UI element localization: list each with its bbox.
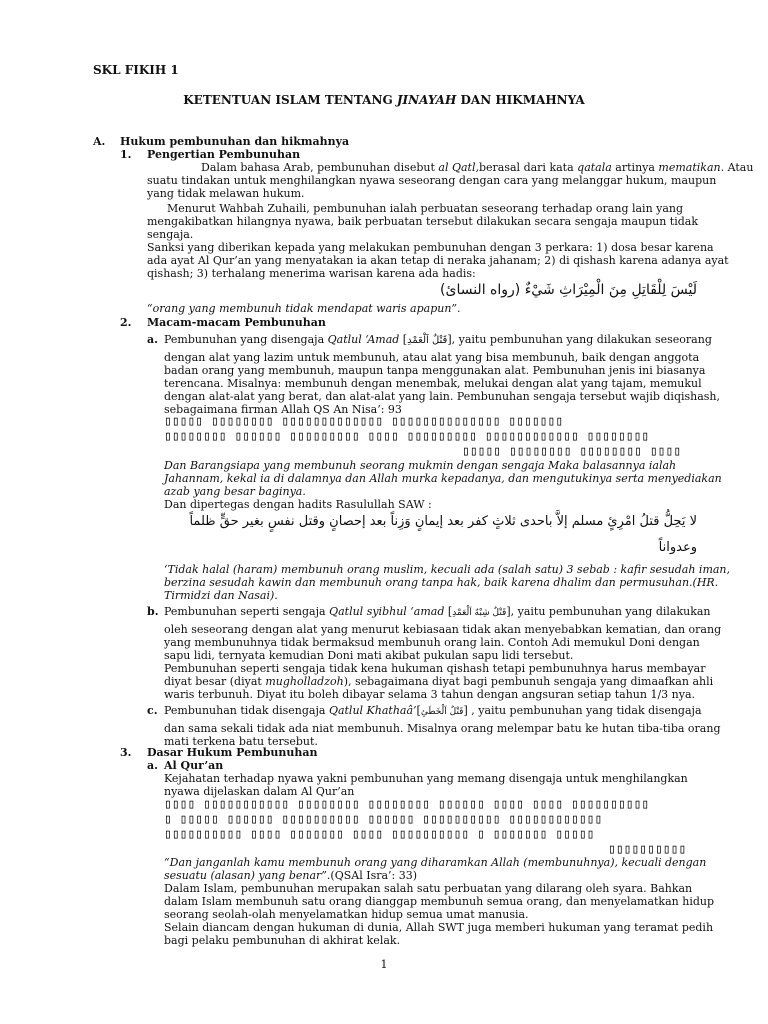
item-2c-bracket-open: [ (416, 704, 421, 717)
item-2a-line5: dengan alat-alat yang berat, dan alat-alat yang lain. Pembunuhan sengaja tersebut wajib diqishash, (164, 390, 721, 403)
item-2b-line4: sapu lidi, ternyata kemudian Doni mati akibat pukulan sapu lidi tersebut. (164, 649, 574, 662)
item-2a-translation-3: azab yang besar baginya. (164, 485, 306, 498)
item-3a-line3: Dalam Islam, pembunuhan merupakan salah satu perbuatan yang dilarang oleh syara. Bahkan (164, 882, 693, 895)
item-2a-line1 (164, 333, 712, 347)
quran-verse-2-glyphs-3: ▯▯▯▯▯▯▯▯▯▯ ▯▯▯▯ ▯▯▯▯▯▯▯ ▯▯▯▯ ▯▯▯▯▯▯▯▯▯▯ ▯ ▯▯▯▯▯▯▯ ▯▯▯▯▯ (164, 827, 595, 842)
item-2b-arabic-term: قَتْلٌ شِبْهُ اَلْعَمْدِ (452, 608, 507, 618)
p1-text-f: mematikan (658, 161, 721, 174)
quran-verse-2-glyphs-4: ▯▯▯▯▯▯▯▯▯▯ (608, 842, 687, 857)
title-italic: JINAYAH (396, 93, 457, 107)
item-3a-citation: (QSAl Isra’: 33) (330, 869, 418, 882)
hadis-arabic-2-cont: وعدواناً (658, 540, 697, 555)
subsection-2-marker: 2. (120, 316, 132, 329)
item-3a-translation-1: “Dan janganlah kamu membunuh orang yang diharamkan Allah (membunuhnya), kecuali dengan (164, 856, 707, 869)
item-2a-line7: Dan dipertegas dengan hadits Rasulullah SAW : (164, 498, 432, 511)
item-2b-bracket-open: [ (444, 605, 453, 618)
item-3a-line5: seorang seolah-olah menyelamatkan hidup semua umat manusia. (164, 908, 529, 921)
hadis-translation-1: “orang yang membunuh tidak mendapat waris apapun”. (147, 302, 461, 315)
item-2a-line2: dengan alat yang lazim untuk membunuh, atau alat yang bisa membunuh, baik dengan anggota (164, 351, 700, 364)
item-2b-marker: b. (147, 605, 159, 618)
item-2a-marker: a. (147, 333, 158, 346)
item-3a-translation-2 (164, 869, 417, 882)
p3-line3: qishash; 3) terhalang menerima warisan karena ada hadis: (147, 267, 476, 280)
hadis-arabic-2: لا يَحِلُّ قتلُ امْرِئٍ مسلم إلاَّ باحدى ثلاثٍ كفر بعد إيمانٍ وَزِناً بعد إحصانٍ وقتل نفسٍ بغير حقٍّ ظلماً (189, 514, 697, 529)
p1-text-g: . Atau (720, 161, 754, 174)
section-a-heading: Hukum pembunuhan dan hikmahnya (120, 135, 350, 148)
item-3a-marker: a. (147, 759, 158, 772)
page-number: 1 (380, 958, 388, 971)
item-2c-line3: mati terkena batu tersebut. (164, 735, 318, 748)
item-3a-translation-2a: sesuatu (alasan) yang benar”. (164, 869, 331, 882)
p2-line2: mengakibatkan hilangnya nyawa, baik perbuatan tersebut dilakukan secara sengaja maupun tidak (147, 215, 698, 228)
item-2b-line2: oleh seseorang dengan alat yang menurut kebiasaan tidak akan menyebabkan kematian, dan orang (164, 623, 722, 636)
item-2c-marker: c. (147, 704, 158, 717)
item-2b-l6-term: mugholladzoh (265, 675, 344, 688)
hadis-translation-2-line1: ‘Tidak halal (haram) membunuh orang muslim, kecuali ada (salah satu) 3 sebab : kafir sesudah iman, (164, 563, 731, 576)
item-2a-text-a: Pembunuhan yang disengaja (164, 333, 328, 346)
item-3a-heading: Al Qur’an (164, 759, 224, 772)
item-2b-text-a: Pembunuhan seperti sengaja (164, 605, 330, 618)
title-post: DAN HIKMAHNYA (456, 93, 585, 107)
item-2a-bracket-open: [ (399, 333, 408, 346)
item-2b-line7: waris terbunuh. Diyat itu boleh dibayar selama 3 tahun dengan angsuran setiap tahun 1/3 nya. (164, 688, 695, 701)
p3-line1: Sanksi yang diberikan kepada yang melakukan pembunuhan dengan 3 perkara: 1) dosa besar karena (147, 241, 714, 254)
subsection-3-marker: 3. (120, 746, 132, 759)
item-2a-line6: sebagaimana firman Allah QS An Nisa’: 93 (164, 403, 402, 416)
p1-line1 (147, 161, 754, 174)
quran-verse-glyphs-1: ▯▯▯▯▯ ▯▯▯▯▯▯▯▯ ▯▯▯▯▯▯▯▯▯▯▯▯▯ ▯▯▯▯▯▯▯▯▯▯▯▯▯▯ ▯▯▯▯▯▯▯ (164, 414, 564, 429)
quran-verse-glyphs-3: ▯▯▯▯▯ ▯▯▯▯▯▯▯▯ ▯▯▯▯▯▯▯▯ ▯▯▯▯ (462, 444, 682, 459)
title-pre: KETENTUAN ISLAM TENTANG (183, 93, 397, 107)
item-2a-translation-2: Jahannam, kekal ia di dalamnya dan Allah murka kepadanya, dan mengutukinya serta menyediakan (164, 472, 722, 485)
quran-verse-2-glyphs-1: ▯▯▯▯ ▯▯▯▯▯▯▯▯▯▯▯ ▯▯▯▯▯▯▯▯ ▯▯▯▯▯▯▯▯ ▯▯▯▯▯▯ ▯▯▯▯ ▯▯▯▯ ▯▯▯▯▯▯▯▯▯▯ (164, 797, 650, 812)
subsection-1-marker: 1. (120, 148, 132, 161)
item-2a-text-d: ], yaitu pembunuhan yang dilakukan seseorang (447, 333, 712, 346)
item-2a-line4: terencana. Misalnya: membunuh dengan menembak, melukai dengan alat yang tajam, memukul (164, 377, 702, 390)
item-2c-term: Qatlul Khathaâ’ (328, 704, 417, 717)
item-3a-line1: Kejahatan terhadap nyawa yakni pembunuhan yang memang disengaja untuk menghilangkan (164, 772, 688, 785)
subsection-1-heading: Pengertian Pembunuhan (147, 148, 301, 161)
item-2c-line1 (164, 704, 702, 719)
p1-text-c: berasal dari kata (478, 161, 578, 174)
item-2c-text-a: Pembunuhan tidak disengaja (164, 704, 329, 717)
p1-text-a: Dalam bahasa Arab, pembunuhan disebut (201, 161, 439, 174)
item-2a-line3: badan orang yang membunuh, maupun tanpa menggunakan alat. Pembunuhan jenis ini biasanya (164, 364, 706, 377)
item-2b-text-d: ], yaitu pembunuhan yang dilakukan (506, 605, 711, 618)
item-2b-line5: Pembunuhan seperti sengaja tidak kena hukuman qishash tetapi pembunuhnya harus membayar (164, 662, 706, 675)
item-2c-text-d: ] , yaitu pembunuhan yang tidak disengaja (463, 704, 702, 717)
section-a-marker: A. (93, 135, 106, 148)
item-3a-line6: Selain diancam dengan hukuman di dunia, Allah SWT juga memberi hukuman yang teramat pedih (164, 921, 714, 934)
item-2b-line3: yang membunuhnya tidak bermaksud membunuh orang lain. Contoh Adi memukul Doni dengan (164, 636, 700, 649)
item-2c-line2: dan sama sekali tidak ada niat membunuh. Misalnya orang melempar batu ke hutan tiba-tiba orang (164, 722, 721, 735)
item-2b-term: Qatlul syibhul ‘amad (329, 605, 445, 618)
p1-text-d: qatala (577, 161, 612, 174)
item-3a-line2: nyawa dijelaskan dalam Al Qur’an (164, 785, 355, 798)
item-2a-arabic-term: قَتْلٌ اَلْعَمْدِ (407, 335, 448, 346)
quran-verse-2-glyphs-2: ▯ ▯▯▯▯▯ ▯▯▯▯▯▯ ▯▯▯▯▯▯▯▯▯▯ ▯▯▯▯▯▯ ▯▯▯▯▯▯▯▯▯▯ ▯▯▯▯▯▯▯▯▯▯▯▯ (164, 812, 603, 827)
item-2b-line6 (164, 675, 713, 688)
quran-verse-glyphs-2: ▯▯▯▯▯▯▯▯ ▯▯▯▯▯▯ ▯▯▯▯▯▯▯▯▯ ▯▯▯▯ ▯▯▯▯▯▯▯▯▯ ▯▯▯▯▯▯▯▯▯▯▯▯ ▯▯▯▯▯▯▯▯ (164, 429, 650, 444)
hadis-translation-2-line2: berzina sesudah kawin dan membunuh orang tanpa hak, baik karena dhalim dan permusuhan.(HR. (164, 576, 719, 589)
p2-line3: sengaja. (147, 228, 194, 241)
item-2c-arabic-term: قَتْلٌ اَلْخَطَئِ (420, 707, 464, 717)
subsection-3-heading: Dasar Hukum Pembunuhan (147, 746, 318, 759)
p1-text-e: artinya (611, 161, 659, 174)
item-3a-line4: dalam Islam membunuh satu orang dianggap membunuh semua orang, dan menyelamatkan hidup (164, 895, 715, 908)
p1-text-b: al Qatl, (438, 161, 479, 174)
p3-line2: ada ayat Al Qur’an yang menyatakan ia akan tetap di neraka jahanam; 2) di qishash karena adanya ayat (147, 254, 729, 267)
hadis-translation-2-line3: Tirmidzi dan Nasai). (164, 589, 278, 602)
item-2b-l6-c: ), sebagaimana diyat bagi pembunuh sengaja yang dimaafkan ahli (343, 675, 714, 688)
p1-line2: suatu tindakan untuk menghilangkan nyawa seseorang dengan cara yang melanggar hukum, maupun (147, 174, 717, 187)
item-2a-translation-1: Dan Barangsiapa yang membunuh seorang mukmin dengan sengaja Maka balasannya ialah (164, 459, 677, 472)
item-2a-term: Qatlul ‘Amad (327, 333, 400, 346)
p2-line1: Menurut Wahbah Zuhaili, pembunuhan ialah perbuatan seseorang terhadap orang lain yang (167, 202, 684, 215)
p1-line3: yang tidak melawan hukum. (147, 187, 305, 200)
page-title (0, 93, 768, 107)
item-2b-l6-a: diyat besar (diyat (164, 675, 266, 688)
subsection-2-heading: Macam-macam Pembunuhan (147, 316, 326, 329)
hadis-arabic-1: لَيْسَ لِلْقَاتِلِ مِنَ الْمِيْرَاثِ شَيْءٌ (رواه النسائ) (440, 282, 697, 298)
doc-code: SKL FIKIH 1 (93, 63, 179, 77)
item-2b-line1 (164, 605, 711, 620)
item-3a-line7: bagi pelaku pembunuhan di akhirat kelak. (164, 934, 401, 947)
